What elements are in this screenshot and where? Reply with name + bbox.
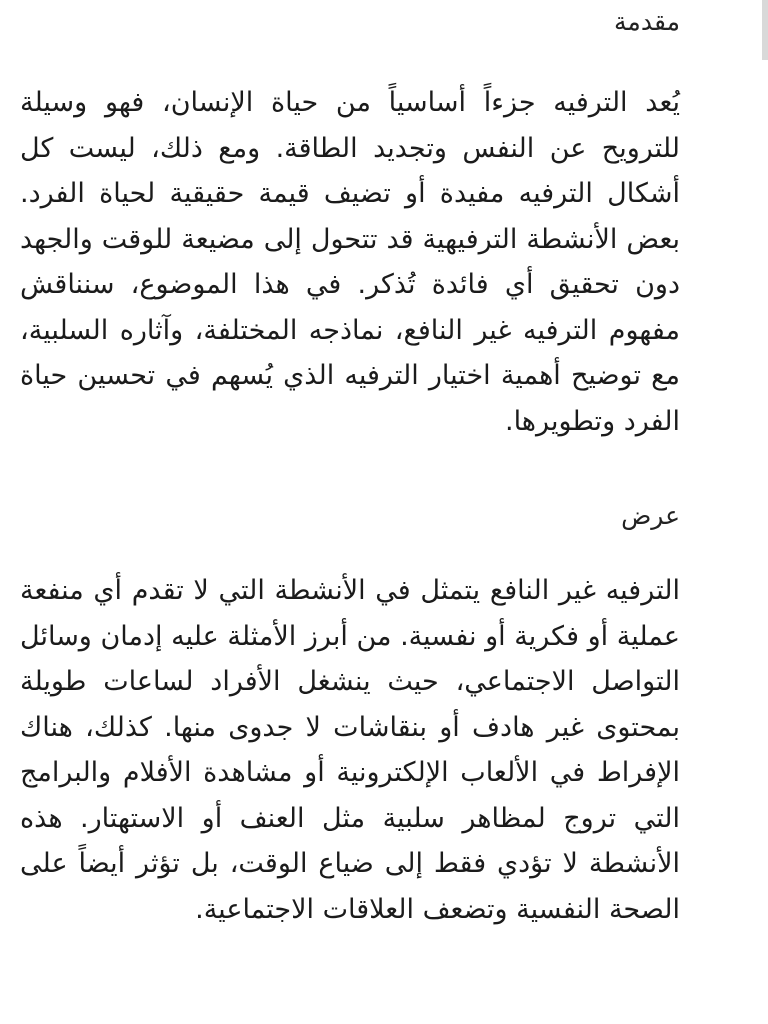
introduction-paragraph: يُعد الترفيه جزءاً أساسياً من حياة الإنسان، فهو وسيلة للترويح عن النفس وتجديد الطاقة. ومع ذلك، ليست كل أشكال الترفيه مفيدة أو تضيف قيمة حقيقية لحياة الفرد. بعض الأنشطة الترفيهية قد تتحول إلى مضيعة للوقت والجهد دون تحقيق أي فائدة تُذكر. في هذا الموضوع، سنناقش مفهوم الترفيه غير النافع، نماذجه المختلفة، وآثاره السلبية، مع توضيح أهمية اختيار الترفيه الذي يُسهم في تحسين حياة الفرد وتطويرها. [20, 87, 680, 437]
scrollbar-thumb[interactable] [762, 0, 768, 60]
presentation-paragraph: الترفيه غير النافع يتمثل في الأنشطة التي لا تقدم أي منفعة عملية أو فكرية أو نفسية. من أبرز الأمثلة عليه إدمان وسائل التواصل الاجتماعي، حيث ينشغل الأفراد لساعات طويلة بمحتوى غير هادف أو بنقاشات لا جدوى منها. كذلك، هناك الإفراط في الألعاب الإلكترونية أو مشاهدة الأفلام والبرامج التي تروج لمظاهر سلبية مثل العنف أو الاستهتار. هذه الأنشطة لا تؤدي فقط إلى ضياع الوقت، بل تؤثر أيضاً على الصحة النفسية وتضعف العلاقات الاجتماعية. [20, 575, 680, 925]
section-heading-introduction: مقدمة [614, 7, 680, 36]
section-heading-presentation: عرض [621, 501, 680, 530]
